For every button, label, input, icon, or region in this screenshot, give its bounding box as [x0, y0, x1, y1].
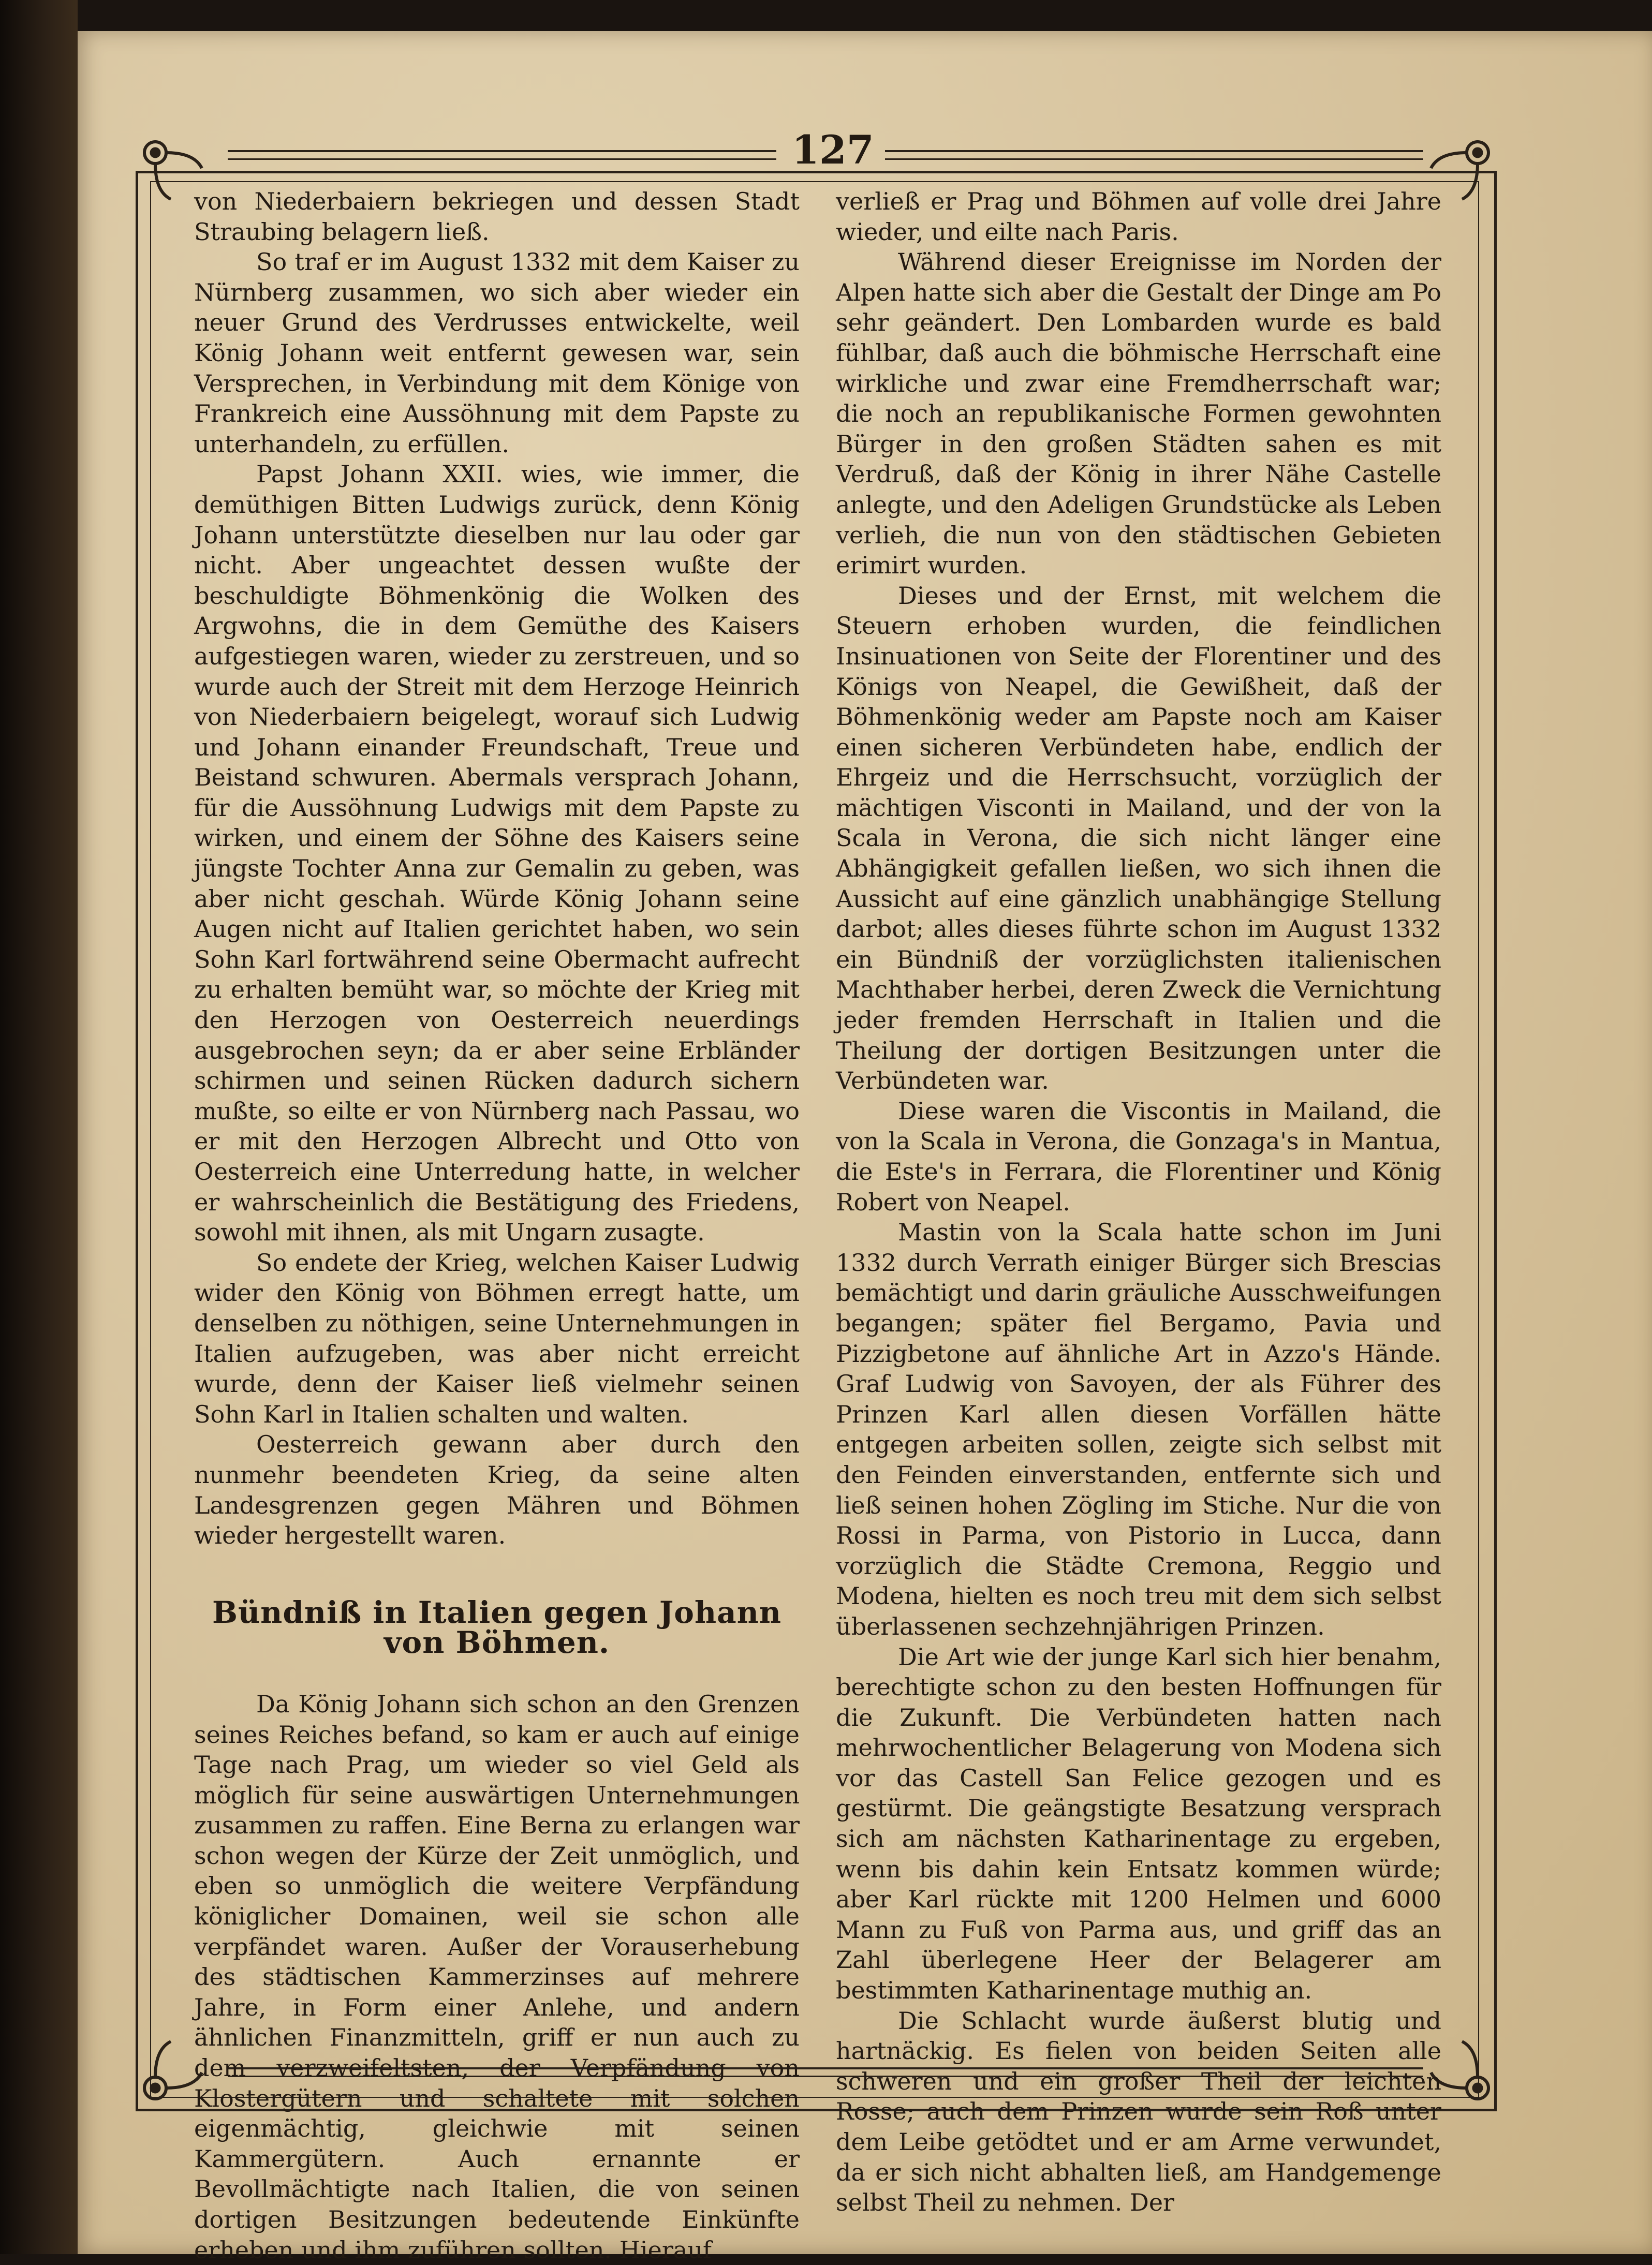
paragraph: Die Art wie der junge Karl sich hier benahm, berechtigte schon zu den besten Hoffnungen für die Zukunft. Die Verbündeten hatten nach mehrwochentlicher Belagerung von Modena sich vor das Castell San Felice gezogen und es gestürmt. Die geängstigte Besatzung versprach sich am nächsten Katharinentage zu ergeben, wenn bis dahin kein Entsatz kommen würde; aber Karl rückte mit 1200 Helmen und 6000 Mann zu Fuß von Parma aus, und griff das an Zahl überlegene Heer der Belagerer am bestimmten Katharinentage muthig an. [836, 1642, 1441, 2005]
right-column [836, 186, 1441, 2218]
page-number: 127 [792, 127, 874, 173]
book-spine [0, 0, 78, 2254]
header-rule-left [228, 150, 776, 160]
section-heading: Bündniß in Italien gegen Johann von Böhmen. [212, 1594, 782, 1661]
header-rule-right [885, 150, 1423, 160]
paragraph: Dieses und der Ernst, mit welchem die Steuern erhoben wurden, die feindlichen Insinuationen von Seite der Florentiner und des Königs von Neapel, die Gewißheit, daß der Böhmenkönig weder am Papste noch am Kaiser einen sicheren Verbündeten habe, endlich der Ehrgeiz und die Herrschsucht, vorzüglich der mächtigen Visconti in Mailand, und der von la Scala in Verona, die sich nicht länger eine Abhängigkeit gefallen ließen, wo sich ihnen die Aussicht auf eine gänzlich unabhängige Stellung darbot; alles dieses führte schon im August 1332 ein Bündniß der vorzüglichsten italienischen Machthaber herbei, deren Zweck die Vernichtung jeder fremden Herrschaft in Italien und die Theilung der dortigen Besitzungen unter die Verbündeten war. [836, 581, 1441, 1095]
paragraph: So traf er im August 1332 mit dem Kaiser zu Nürnberg zusammen, wo sich aber wieder ein neuer Grund des Verdrusses entwickelte, weil König Johann weit entfernt gewesen war, sein Versprechen, in Verbindung mit dem Könige von Frankreich eine Aussöhnung mit dem Papste zu unterhandeln, zu erfüllen. [194, 248, 800, 458]
paragraph: Mastin von la Scala hatte schon im Juni 1332 durch Verrath einiger Bürger sich Brescias bemächtigt und darin gräuliche Ausschweifungen begangen; später fiel Bergamo, Pavia und Pizzigbetone auf ähnliche Art in Azzo's Hände. Graf Ludwig von Savoyen, der als Führer des Prinzen Karl allen diesen Vorfällen hätte entgegen arbeiten sollen, zeigte sich selbst mit den Feinden einverstanden, entfernte sich und ließ seinen hohen Zögling im Stiche. Nur die von Rossi in Parma, von Pistorio in Lucca, dann vorzüglich die Städte Cremona, Reggio und Modena, hielten es noch treu mit dem sich selbst überlassenen sechzehnjährigen Prinzen. [836, 1218, 1441, 1640]
paragraph: Während dieser Ereignisse im Norden der Alpen hatte sich aber die Gestalt der Dinge am Po sehr geändert. Den Lombarden wurde es bald fühlbar, daß auch die böhmische Herrschaft eine wirkliche und zwar eine Fremdherrschaft war; die noch an republikanische Formen gewohnten Bürger in den großen Städten sahen es mit Verdruß, daß der König in ihrer Nähe Castelle anlegte, und den Adeligen Grundstücke als Leben verlieh, die nun von den städtischen Gebieten erimirt wurden. [836, 248, 1441, 580]
paragraph: Papst Johann XXII. wies, wie immer, die demüthigen Bitten Ludwigs zurück, denn König Johann unterstützte dieselben nur lau oder gar nicht. Aber ungeachtet dessen wußte der beschuldigte Böhmenkönig die Wolken des Argwohns, die in dem Gemüthe des Kaisers aufgestiegen waren, wieder zu zerstreuen, und so wurde auch der Streit mit dem Herzoge Heinrich von Niederbaiern beigelegt, worauf sich Ludwig und Johann einander Freundschaft, Treue und Beistand schwuren. Abermals versprach Johann, für die Aussöhnung Ludwigs mit dem Papste zu wirken, und einem der Söhne des Kaisers seine jüngste Tochter Anna zur Gemalin zu geben, was aber nicht geschah. Würde König Johann seine Augen nicht auf Italien gerichtet haben, wo sein Sohn Karl fortwährend seine Obermacht aufrecht zu erhalten bemüht war, so möchte der Krieg mit den Herzogen von Oesterreich neuerdings ausgebrochen seyn; da er aber seine Erbländer schirmen und seinen Rücken dadurch sichern mußte, so eilte er von Nürnberg nach Passau, wo er mit den Herzogen Albrecht und Otto von Oesterreich eine Unterredung hatte, in welcher er wahrscheinlich die Bestätigung des Friedens, sowohl mit ihnen, als mit Ungarn zusagte. [194, 460, 800, 1247]
paragraph: So endete der Krieg, welchen Kaiser Ludwig wider den König von Böhmen erregt hatte, um denselben zu nöthigen, seine Unternehmungen in Italien aufzugeben, was aber nicht erreicht wurde, denn der Kaiser ließ vielmehr seinen Sohn Karl in Italien schalten und walten. [194, 1248, 800, 1428]
paragraph: Da König Johann sich schon an den Grenzen seines Reiches befand, so kam er auch auf einige Tage nach Prag, um wieder so viel Geld als möglich für seine auswärtigen Unternehmungen zusammen zu raffen. Eine Berna zu erlangen war schon wegen der Kürze der Zeit unmöglich, und eben so unmöglich die weitere Verpfändung königlicher Domainen, weil sie schon alle verpfändet waren. Außer der Vorauserhebung des städtischen Kammerzinses auf mehrere Jahre, in Form einer Anlehe, und andern ähnlichen Finanzmitteln, griff er nun auch zu dem verzweifeltsten, der Verpfändung von Klostergütern und schaltete mit solchen eigenmächtig, gleichwie mit seinen Kammergütern. Auch ernannte er Bevollmächtigte nach Italien, die von seinen dortigen Besitzungen bedeutende Einkünfte erheben und ihm zuführen sollten. Hierauf [194, 1690, 800, 2264]
paragraph: verließ er Prag und Böhmen auf volle drei Jahre wieder, und eilte nach Paris. [836, 187, 1441, 246]
paragraph: von Niederbaiern bekriegen und dessen Stadt Straubing belagern ließ. [194, 187, 800, 246]
paragraph: Die Schlacht wurde äußerst blutig und hartnäckig. Es fielen von beiden Seiten alle schweren und ein großer Theil der leichten Rosse; auch dem Prinzen wurde sein Roß unter dem Leibe getödtet und er am Arme verwundet, da er sich nicht abhalten ließ, am Handgemenge selbst Theil zu nehmen. Der [836, 2006, 1441, 2217]
paragraph: Oesterreich gewann aber durch den nunmehr beendeten Krieg, da seine alten Landesgrenzen gegen Mähren und Böhmen wieder hergestellt waren. [194, 1430, 800, 1550]
paragraph: Diese waren die Viscontis in Mailand, die von la Scala in Verona, die Gonzaga's in Mantua, die Este's in Ferrara, die Florentiner und König Robert von Neapel. [836, 1097, 1441, 1216]
left-column [194, 186, 800, 2265]
